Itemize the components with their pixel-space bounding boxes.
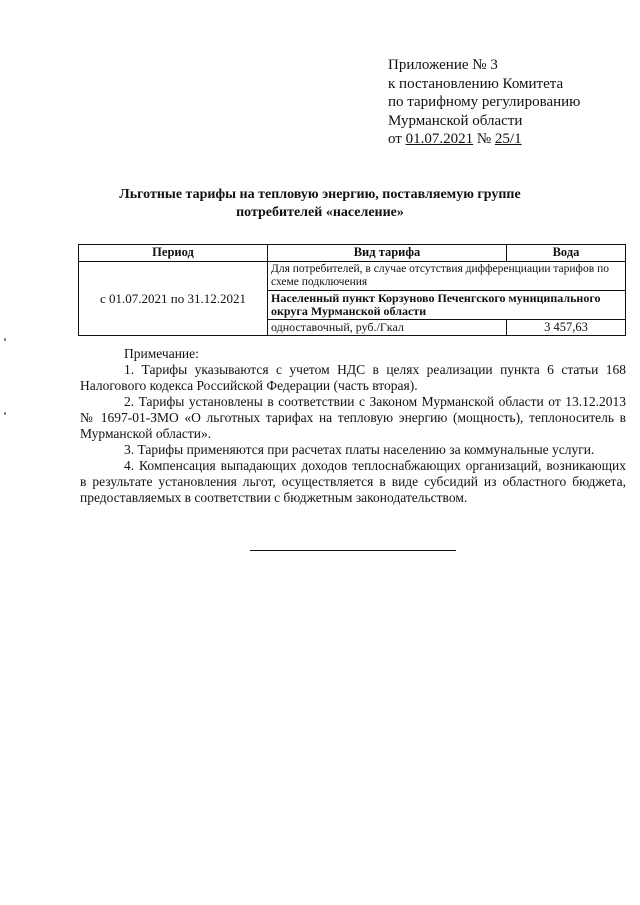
table-row: [79, 262, 626, 291]
note-item: 4. Компенсация выпадающих доходов теплоснабжающих организаций, возникающих в результате установления льгот, осуществляется в виде субсидий из областного бюджета, предоставляемых в соответствии с бюджетным законодательством.: [80, 458, 626, 505]
appendix-header: [388, 56, 628, 149]
tariff-table: [78, 244, 626, 336]
appendix-line: к постановлению Комитета: [388, 75, 564, 92]
locality-cell: Населенный пункт Корзуново Печенгского муниципального округа Мурманской области: [268, 291, 626, 320]
title-line: потребителей «население»: [236, 205, 404, 220]
document-title: [80, 186, 560, 222]
header-tariff-kind: Вид тарифа: [268, 245, 507, 262]
notes-section: [80, 346, 626, 506]
title-line: Льготные тарифы на тепловую энергию, поставляемую группе: [119, 187, 521, 202]
notes-header: Примечание:: [124, 346, 199, 361]
appendix-line: Мурманской области: [388, 112, 523, 129]
appendix-date-line: [388, 130, 628, 149]
appendix-number-sign: №: [476, 131, 492, 147]
tariff-kind-cell: одноставочный, руб./Гкал: [268, 320, 507, 336]
appendix-date: 01.07.2021: [405, 131, 474, 147]
appendix-number: 25/1: [494, 131, 522, 147]
note-item: 3. Тарифы применяются при расчетах платы населению за коммунальные услуги.: [124, 442, 595, 457]
appendix-from: от: [388, 131, 402, 147]
header-period: Период: [79, 245, 268, 262]
end-divider: [250, 550, 456, 551]
note-item: 2. Тарифы установлены в соответствии с Законом Мурманской области от 13.12.2013 № 1697-01-ЗМО «О льготных тарифах на тепловую энергию (мощность), теплоноситель в Мурманской области».: [80, 394, 626, 441]
period-cell: с 01.07.2021 по 31.12.2021: [79, 262, 268, 336]
appendix-line: Приложение № 3: [388, 57, 498, 73]
appendix-line: по тарифному регулированию: [388, 94, 581, 110]
scan-mark: [4, 338, 6, 341]
header-water: Вода: [507, 245, 626, 262]
scan-mark: [4, 412, 6, 415]
table-header-row: [79, 245, 626, 262]
tariff-value-cell: 3 457,63: [507, 320, 626, 336]
note-item: 1. Тарифы указываются с учетом НДС в целях реализации пункта 6 статьи 168 Налогового кодекса Российской Федерации (часть вторая).: [80, 362, 626, 393]
no-differentiation-cell: Для потребителей, в случае отсутствия дифференциации тарифов по схеме подключения: [268, 262, 626, 291]
